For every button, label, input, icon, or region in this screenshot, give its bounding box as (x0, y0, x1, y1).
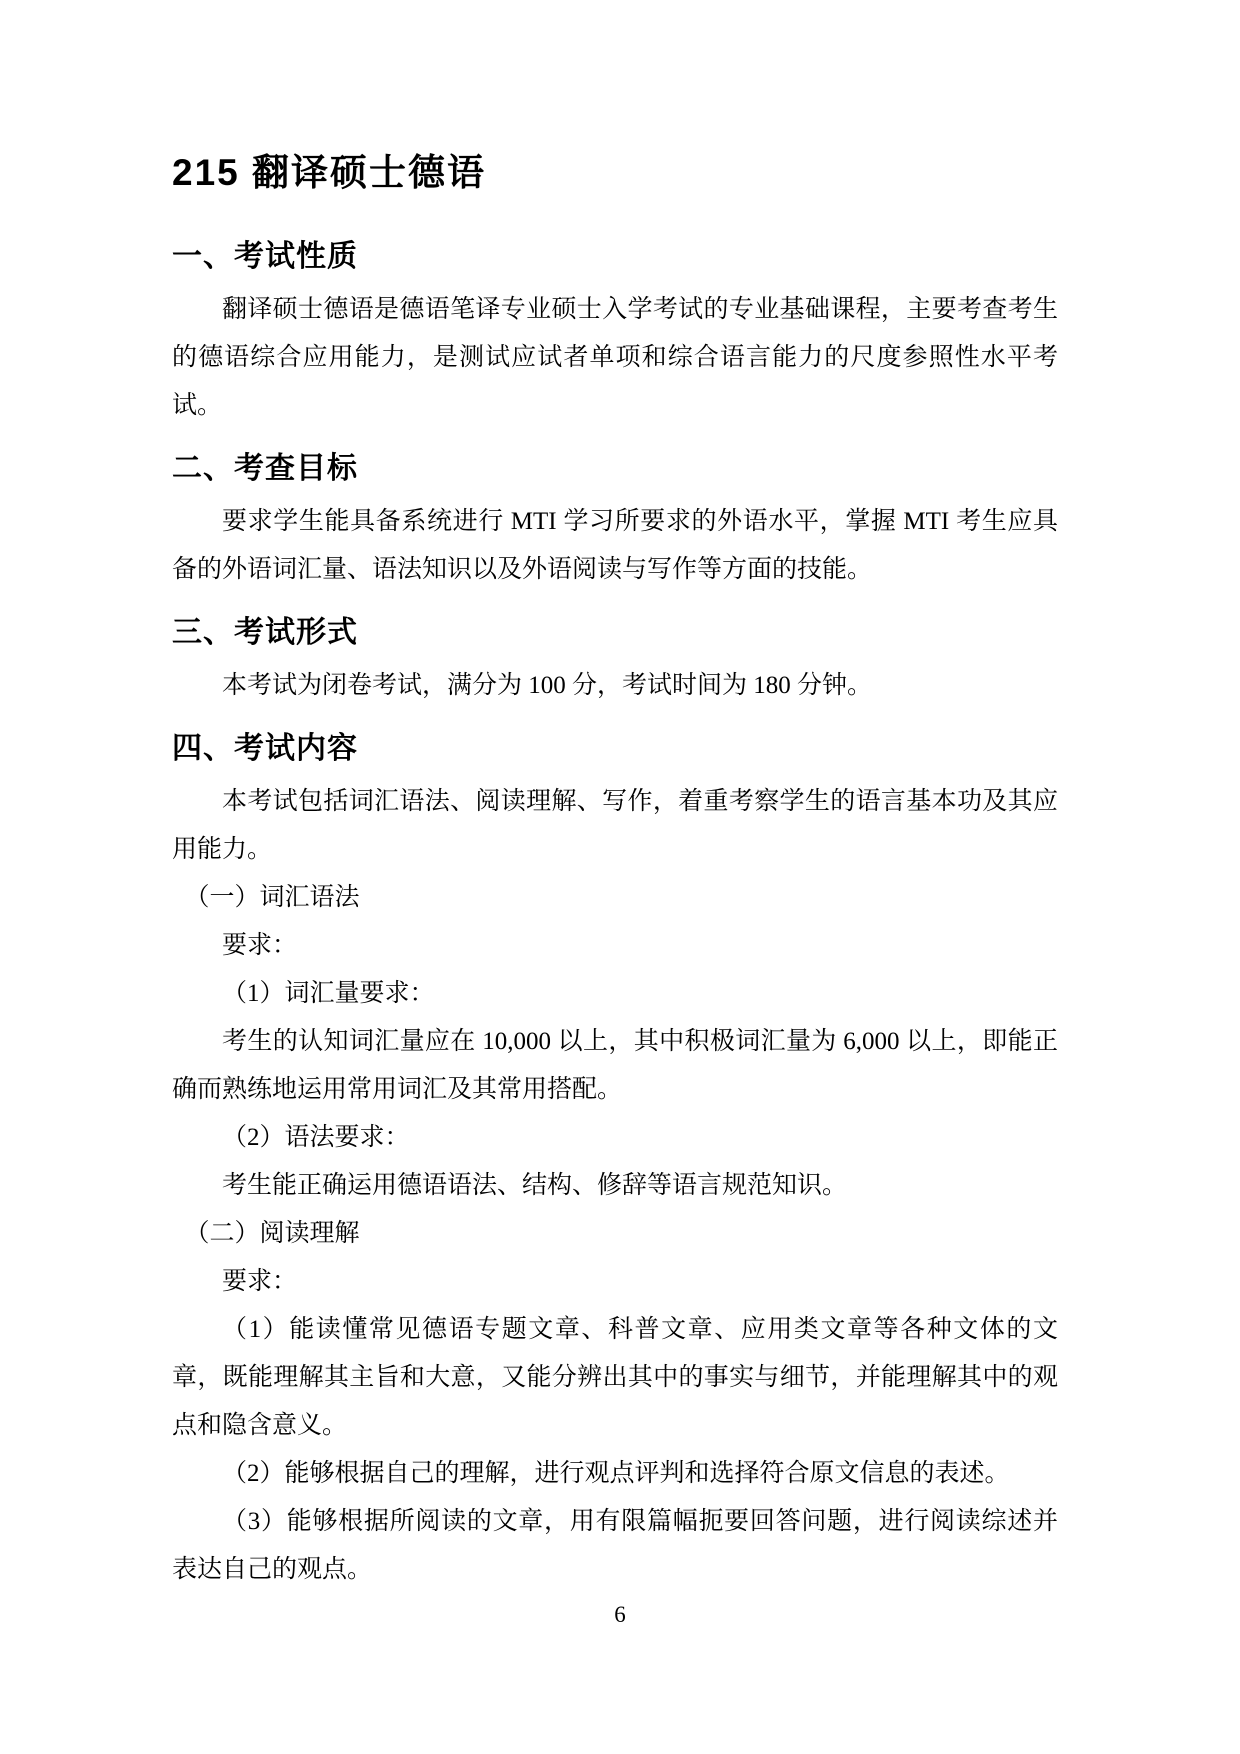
document-content (172, 0, 1058, 1594)
section-body-exam-content: 本考试包括词汇语法、阅读理解、写作，着重考察学生的语言基本功及其应用能力。 (172, 788, 1058, 863)
section-heading-exam-format: 三、考试形式 (172, 616, 358, 649)
section-body-exam-format: 本考试为闭卷考试，满分为 100 分，考试时间为 180 分钟。 (222, 672, 873, 699)
section-heading-assessment-goals: 二、考查目标 (172, 452, 358, 485)
document-title: 215 翻译硕士德语 (172, 152, 487, 193)
item-title-vocab-requirement: （1）词汇量要求： (222, 980, 435, 1007)
requirement-label-vocab-grammar: 要求： (222, 932, 298, 959)
item-text-reading-1: （1）能读懂常见德语专题文章、科普文章、应用类文章等各种文体的文章，既能理解其主旨和大意，又能分辨出其中的事实与细节，并能理解其中的观点和隐含意义。 (172, 1316, 1058, 1439)
item-text-vocab-requirement: 考生的认知词汇量应在 10,000 以上，其中积极词汇量为 6,000 以上，即能正确而熟练地运用常用词汇及其常用搭配。 (172, 1028, 1058, 1103)
item-text-reading-2: （2）能够根据自己的理解，进行观点评判和选择符合原文信息的表述。 (222, 1460, 1010, 1487)
page-number: 6 (614, 1602, 626, 1627)
section-heading-exam-nature: 一、考试性质 (172, 240, 358, 273)
section-heading-exam-content: 四、考试内容 (172, 732, 358, 765)
section-body-assessment-goals: 要求学生能具备系统进行 MTI 学习所要求的外语水平，掌握 MTI 考生应具备的外语词汇量、语法知识以及外语阅读与写作等方面的技能。 (172, 508, 1058, 583)
requirement-label-reading-comprehension: 要求： (222, 1268, 298, 1295)
subsection-label-vocab-grammar: （一）词汇语法 (184, 884, 360, 911)
item-text-reading-3: （3）能够根据所阅读的文章，用有限篇幅扼要回答问题，进行阅读综述并表达自己的观点。 (172, 1508, 1058, 1583)
item-text-grammar-requirement: 考生能正确运用德语语法、结构、修辞等语言规范知识。 (222, 1172, 848, 1199)
subsection-label-reading-comprehension: （二）阅读理解 (184, 1220, 360, 1247)
item-title-grammar-requirement: （2）语法要求： (222, 1124, 410, 1151)
section-body-exam-nature: 翻译硕士德语是德语笔译专业硕士入学考试的专业基础课程，主要考查考生的德语综合应用能力，是测试应试者单项和综合语言能力的尺度参照性水平考试。 (172, 296, 1058, 419)
